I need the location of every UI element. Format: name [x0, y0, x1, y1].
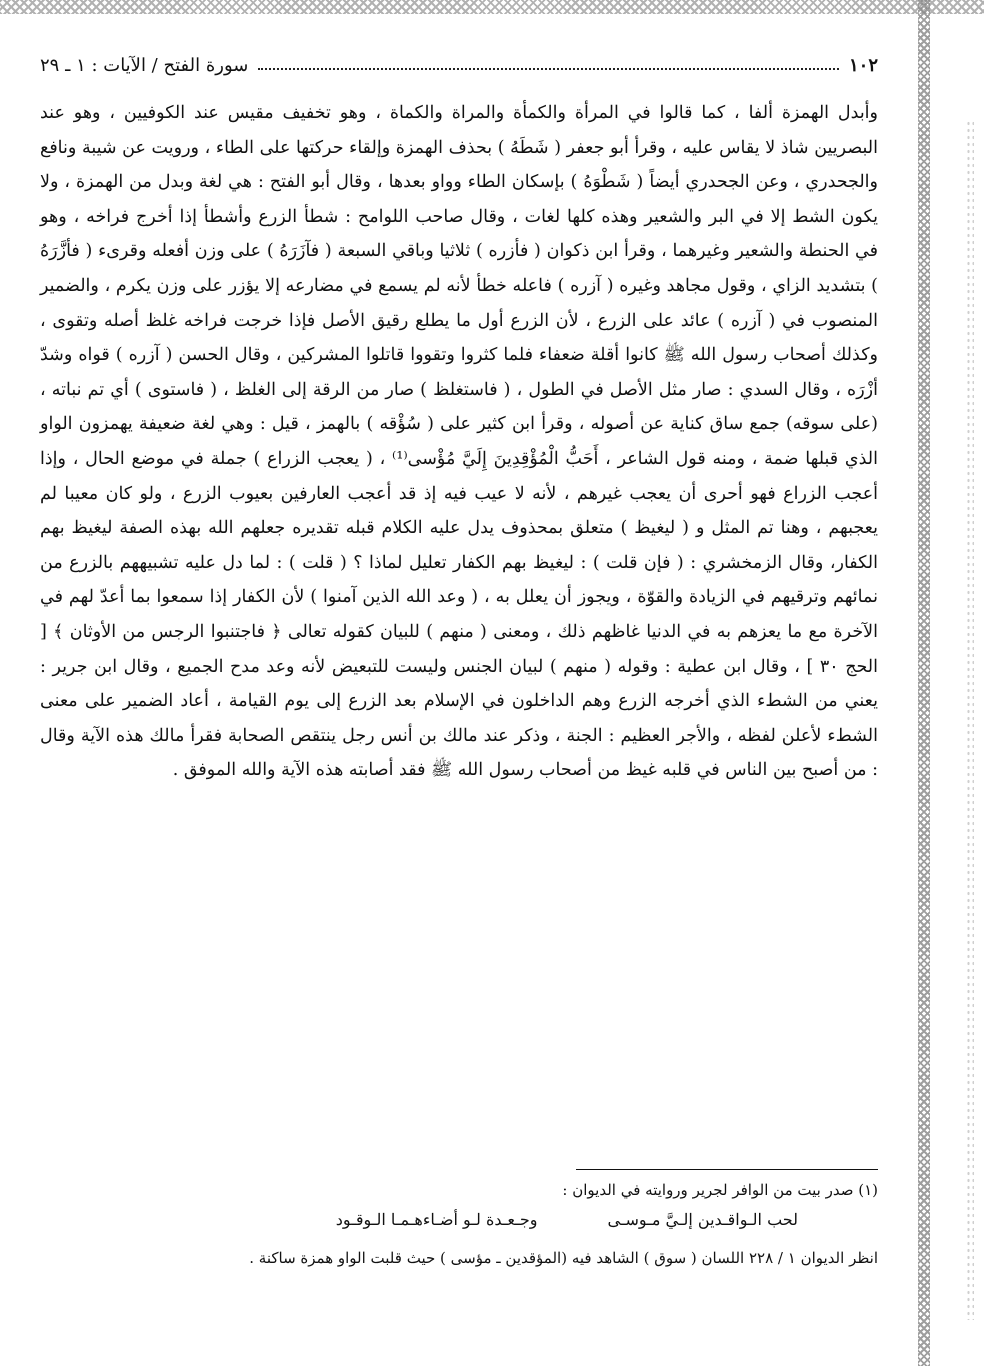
footnote-divider [576, 1169, 878, 1170]
footnotes [40, 1178, 878, 1270]
body-paragraph: وأبدل الهمزة ألفا ، كما قالوا في المرأة والكمأة والمراة والكماة ، وهو تخفيف مقيس عند الكوفيين ، وهو عند البصريين شاذ لا يقاس عليه ، وقرأ أبو جعفر ( شَطَهُ ) بحذف الهمزة وإلقاء حركتها على الطاء ، ورويت عن شيبة ونافع والجحدري ، وعن الجحدري أيضاً ( شَطْوَهُ ) بإسكان الطاء وواو بعدها ، وقال أبو الفتح : هي لغة وبدل من الهمزة ، ولا يكون الشط إلا في البر والشعير وهذه كلها لغات ، وقال صاحب اللوامح : شطأ الزرع وأشطأ إذا أخرج فراخه ، وهو في الحنطة والشعير وغيرهما ، وقرأ ابن ذكوان ( فأزره ) ثلاثيا وباقي السبعة ( فآزَرَهُ ) على وزن أفعله وقرىء ( فأزَّرَهُ ) بتشديد الزاي ، وقول مجاهد وغيره ( آزره ) فاعله خطأ لأنه لم يسمع في مضارعه إلا يؤزر على وزن يكرم ، والضمير المنصوب في ( آزره ) عائد على الزرع ، لأن الزرع أول ما يطلع رقيق الأصل فإذا خرجت فراخه غلظ أصله وتقوى ، وكذلك أصحاب رسول الله ﷺ كانوا أقلة ضعفاء فلما كثروا وتقووا قاتلوا المشركين ، وقال الحسن ( آزره ) قواه وشدّ أزْرَه ، وقال السدي : صار مثل الأصل في الطول ، ( فاستغلظ ) صار من الرقة إلى الغلظ ، ( فاستوى ) أي تم نباته ، (على سوقه) جمع ساق كناية عن أصوله ، وقرأ ابن كثير على ( سُؤْقه ) بالهمز ، قيل : وهي لغة ضعيفة يهمزون الواو الذي قبلها ضمة ، ومنه قول الشاعر ، أَحَبُّ الْمُؤْقِدِينَ إِلَيَّ مُؤْسى⁽¹⁾ ، ( يعجب الزراع ) جملة في موضع الحال ، وإذا أعجب الزراع فهو أحرى أن يعجب غيرهم ، لأنه لا عيب فيه إذ قد أعجب العارفين بعيوب الزرع ، ولو كان معيبا لم يعجبهم ، وهنا تم المثل و ( ليغيظ ) متعلق بمحذوف يدل عليه الكلام قبله تقديره جعلهم الله بهذه الصفة ليغيظ بهم الكفار، وقال الزمخشري : ( فإن قلت ) : ليغيظ بهم الكفار تعليل لماذا ؟ ( قلت ) : لما دل عليه تشبيههم بالزرع من نمائهم وترقيهم في الزيادة والقوّة ، ويجوز أن يعلل به ، ( وعد الله الذين آمنوا ) لأن الكفار إذا سمعوا بما أعدّ لهم في الآخرة مع ما يعزهم به في الدنيا غاظهم ذلك ، ومعنى ( منهم ) للبيان كقوله تعالى ﴿ فاجتنبوا الرجس من الأوثان ﴾ [ الحج ٣٠ ] ، وقال ابن عطية : وقوله ( منهم ) لبيان الجنس وليست للتبعيض لأنه وعد مدح الجميع ، وقال ابن جرير : يعني من الشطء الذي أخرجه الزرع وهم الداخلون في الإسلام بعد الزرع إلى يوم القيامة ، أعاد الضمير على معنى الشطء لأعلن لفظه ، والأجر العظيم : الجنة ، وذكر عند مالك بن أنس رجل ينتقص الصحابة فقرأ مالك هذه الآية وقال : من أصبح بين الناس في قلبه غيظ من أصحاب رسول الله ﷺ فقد أصابته هذه الآية والله الموفق . [40, 103, 879, 781]
dotted-ornament [966, 120, 974, 1320]
footnote-source: انظر الديوان ١ / ٢٢٨ اللسان ( سوق ) الشاهد فيه (المؤقدين ـ مؤسى ) حيث قلبت الواو همزة ساكنة . [249, 1249, 878, 1267]
decorative-top-border [0, 0, 984, 14]
verse-first-hemistich: لحب الـواقـدين إلـيَّ مـوسـى [607, 1210, 798, 1229]
running-title: سورة الفتح / الآيات : ١ ـ ٢٩ [40, 54, 249, 76]
footnote-1: (١) صدر بيت من الوافر لجرير وروايته في الديوان : [562, 1181, 878, 1199]
verse-second-hemistich: وجـعـدة لـو أضـاءهـمـا الـوقـود [335, 1210, 538, 1229]
dotted-leader [258, 68, 839, 70]
main-text [40, 96, 878, 788]
decorative-right-border [914, 0, 984, 1366]
page-number: ١٠٢ [848, 54, 878, 76]
footnote-verse [40, 1208, 878, 1232]
book-page [40, 52, 878, 1352]
chain-ornament [918, 0, 930, 1366]
running-header [40, 52, 878, 78]
